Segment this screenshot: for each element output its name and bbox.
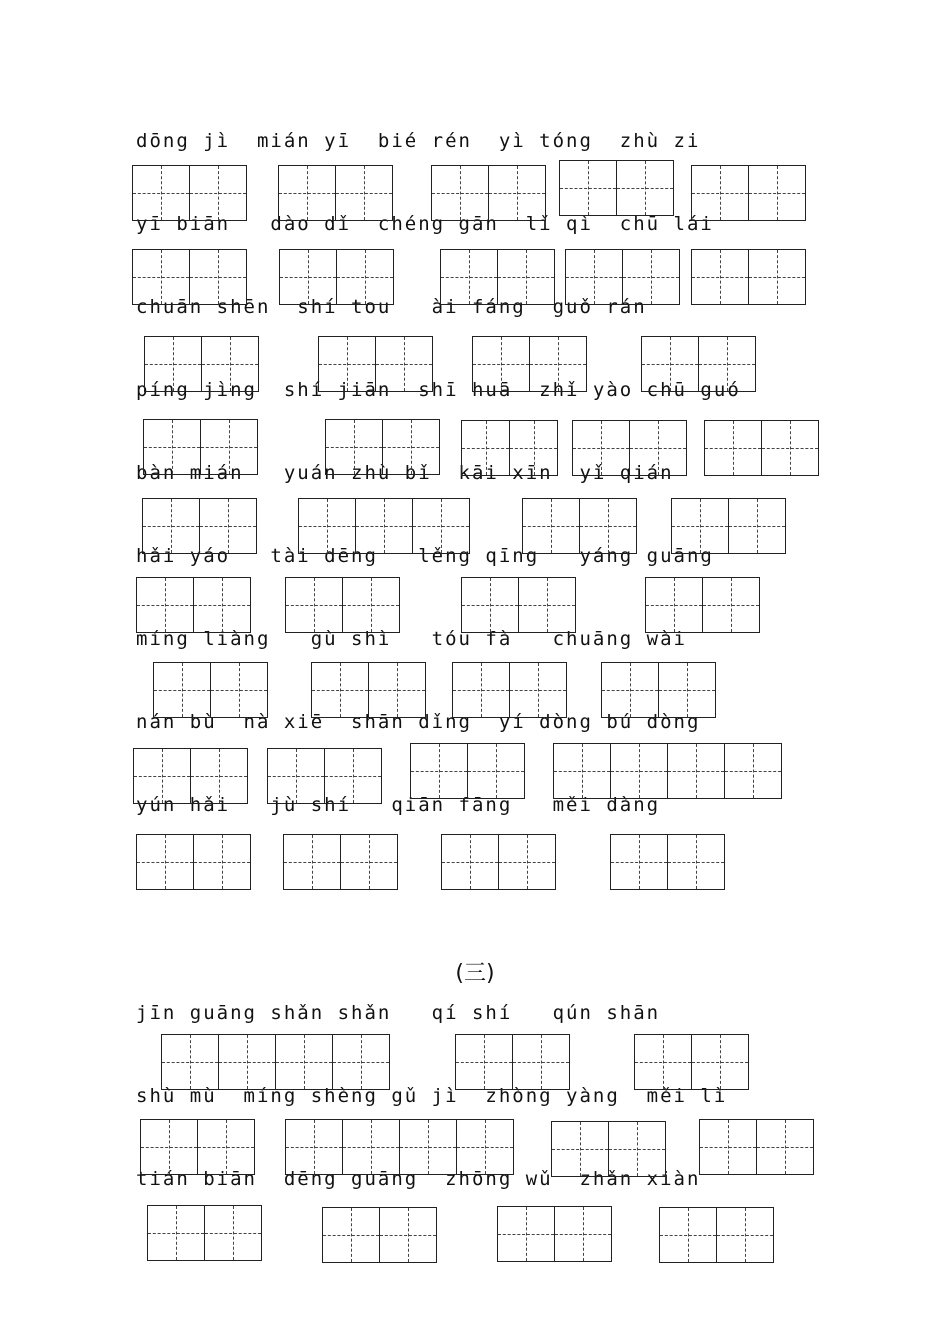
writing-grid[interactable] — [440, 249, 555, 305]
writing-grid[interactable] — [431, 165, 546, 221]
writing-grid[interactable] — [691, 249, 806, 305]
pinyin-line-7: míng liàng gù shì tóu fà chuāng wài — [136, 628, 687, 650]
writing-grid[interactable] — [161, 1034, 390, 1090]
writing-grid[interactable] — [455, 1034, 570, 1090]
writing-grid[interactable] — [461, 420, 558, 476]
pinyin-line-s3: tián biān dēng guāng zhōng wǔ zhǎn xiàn — [136, 1168, 701, 1190]
writing-grid[interactable] — [132, 165, 247, 221]
writing-grid[interactable] — [136, 577, 251, 633]
pinyin-line-4: píng jìng shí jiān shī huā zhǐ yào chū guó — [136, 379, 741, 401]
writing-grid[interactable] — [645, 577, 760, 633]
writing-grid[interactable] — [441, 834, 556, 890]
writing-grid[interactable] — [283, 834, 398, 890]
writing-grid[interactable] — [572, 420, 687, 476]
pinyin-line-1: dōng jì mián yī bié rén yì tóng zhù zi — [136, 130, 701, 152]
writing-grid[interactable] — [704, 420, 819, 476]
writing-grid[interactable] — [522, 498, 637, 554]
writing-grid[interactable] — [133, 748, 248, 804]
pinyin-line-s1: jīn guāng shǎn shǎn qí shí qún shān — [136, 1002, 661, 1024]
writing-grid[interactable] — [285, 577, 400, 633]
writing-grid[interactable] — [285, 1119, 514, 1175]
pinyin-line-3: chuān shēn shí tou ài fáng guǒ rán — [136, 296, 647, 318]
writing-grid[interactable] — [136, 834, 251, 890]
writing-grid[interactable] — [318, 336, 433, 392]
writing-grid[interactable] — [565, 249, 680, 305]
pinyin-line-9: yún hǎi jù shí qiān fāng měi dàng — [136, 794, 661, 816]
writing-grid[interactable] — [601, 662, 716, 718]
writing-grid[interactable] — [279, 249, 394, 305]
section-title: (三) — [455, 961, 495, 986]
writing-grid[interactable] — [147, 1205, 262, 1261]
writing-grid[interactable] — [699, 1119, 814, 1175]
writing-grid[interactable] — [691, 165, 806, 221]
pinyin-line-6: hǎi yáo tài dēng lěng qīng yáng guāng — [136, 545, 714, 567]
writing-grid[interactable] — [634, 1034, 749, 1090]
writing-grid[interactable] — [559, 160, 674, 216]
writing-grid[interactable] — [671, 498, 786, 554]
writing-grid[interactable] — [298, 498, 470, 554]
pinyin-line-2: yī biān dào dǐ chéng gān lǐ qì chū lái — [136, 213, 714, 235]
writing-grid[interactable] — [143, 419, 258, 475]
writing-grid[interactable] — [311, 662, 426, 718]
writing-grid[interactable] — [144, 336, 259, 392]
writing-grid[interactable] — [142, 498, 257, 554]
writing-grid[interactable] — [132, 249, 247, 305]
writing-grid[interactable] — [472, 336, 587, 392]
writing-grid[interactable] — [278, 165, 393, 221]
writing-grid[interactable] — [322, 1207, 437, 1263]
writing-grid[interactable] — [659, 1207, 774, 1263]
writing-grid[interactable] — [551, 1121, 666, 1177]
writing-grid[interactable] — [267, 748, 382, 804]
writing-grid[interactable] — [553, 743, 782, 799]
writing-grid[interactable] — [153, 662, 268, 718]
pinyin-line-s2: shù mù míng shèng gǔ jì zhòng yàng měi lì — [136, 1085, 728, 1107]
pinyin-line-5: bàn mián yuán zhù bǐ kāi xīn yǐ qián — [136, 462, 674, 484]
writing-grid[interactable] — [461, 577, 576, 633]
writing-grid[interactable] — [641, 336, 756, 392]
writing-grid[interactable] — [452, 662, 567, 718]
pinyin-line-8: nán bù nà xiē shān dǐng yí dòng bú dòng — [136, 711, 701, 733]
writing-grid[interactable] — [410, 743, 525, 799]
writing-grid[interactable] — [497, 1206, 612, 1262]
writing-grid[interactable] — [140, 1119, 255, 1175]
writing-grid[interactable] — [610, 834, 725, 890]
writing-grid[interactable] — [325, 419, 440, 475]
